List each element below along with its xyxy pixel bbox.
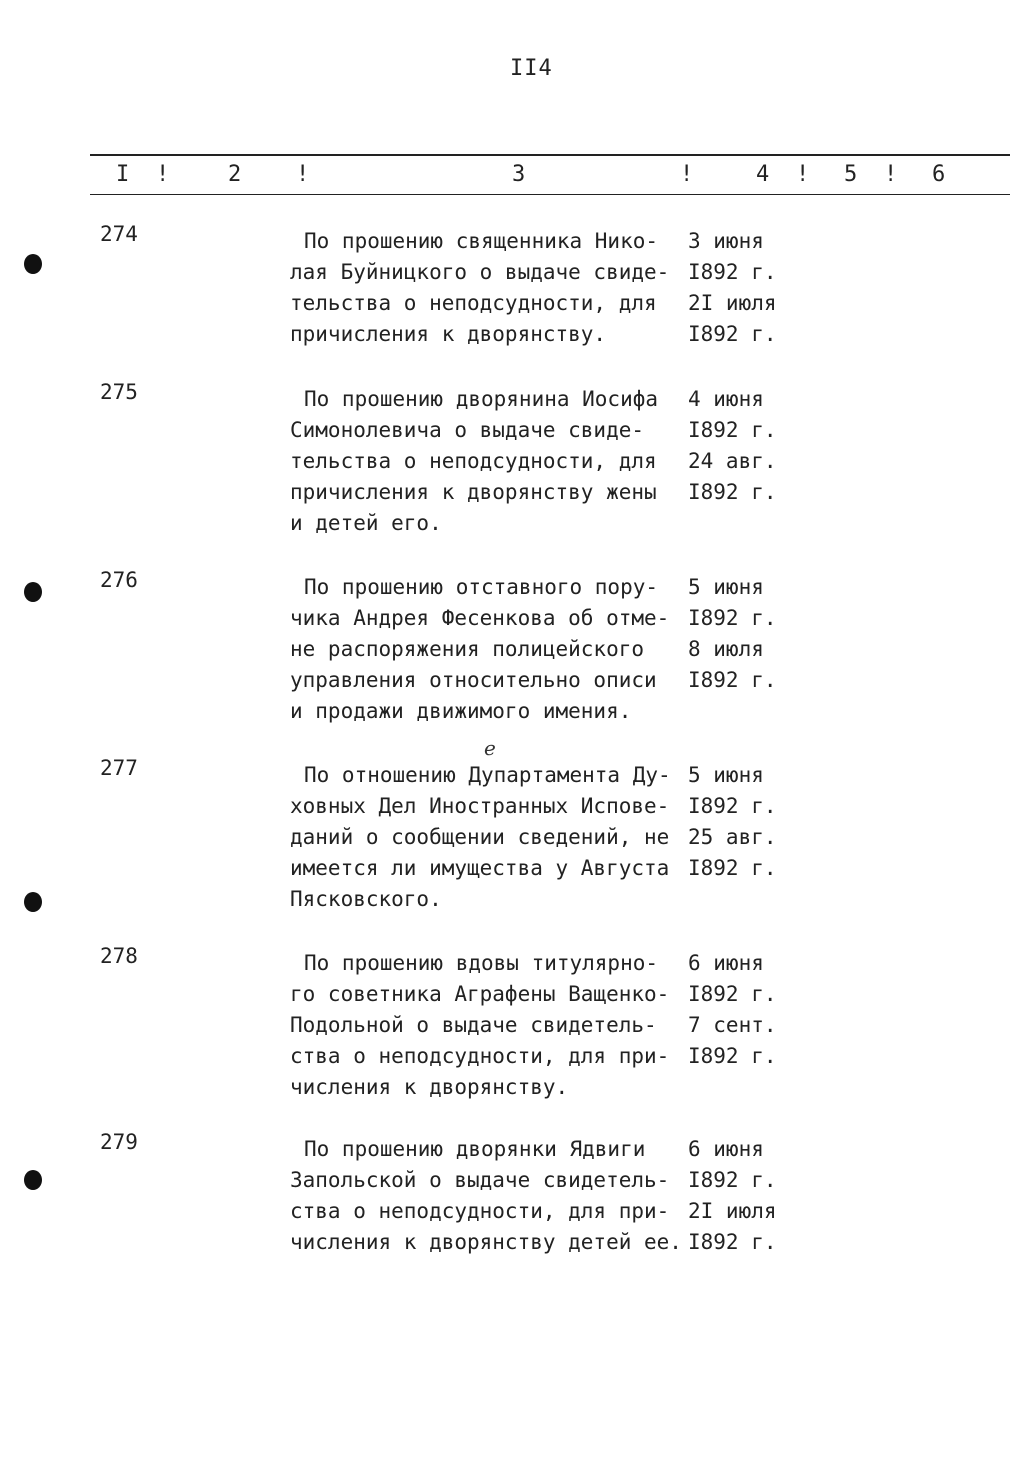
handwritten-correction: е xyxy=(484,736,496,760)
date-line: I892 г. xyxy=(688,418,777,442)
desc-line: и продажи движимого имения. xyxy=(290,699,632,723)
desc-line: го советника Аграфены Ващенко- xyxy=(290,982,670,1006)
entry-description xyxy=(290,760,671,915)
date-line: I892 г. xyxy=(688,1044,777,1068)
entry-number: 275 xyxy=(100,380,138,404)
desc-line: не распоряжения полицейского xyxy=(290,637,645,661)
desc-line: ховных Дел Иностранных Испове- xyxy=(290,794,670,818)
entry-dates xyxy=(688,226,777,350)
date-line: 2I июля xyxy=(688,1199,777,1223)
entry-description xyxy=(290,384,658,539)
header-col-2: 2 xyxy=(228,162,242,187)
entry-dates xyxy=(688,384,777,508)
desc-line: Пясковского. xyxy=(290,887,442,911)
entry-description xyxy=(290,572,669,727)
desc-line: числения к дворянству. xyxy=(290,1075,569,1099)
desc-line: По прошению дворянки Ядвиги xyxy=(304,1137,646,1161)
date-line: 7 сент. xyxy=(688,1013,777,1037)
date-line: I892 г. xyxy=(688,794,777,818)
header-sep: ! xyxy=(680,162,694,187)
header-rule-bottom xyxy=(90,194,1010,195)
entry-dates xyxy=(688,572,777,696)
desc-line: ства о неподсудности, для при- xyxy=(290,1044,670,1068)
date-line: I892 г. xyxy=(688,260,777,284)
desc-line: причисления к дворянству. xyxy=(290,322,607,346)
desc-line: имеется ли имущества у Августа xyxy=(290,856,670,880)
date-line: 3 июня xyxy=(688,229,764,253)
desc-line: По прошению отставного пору- xyxy=(304,575,659,599)
desc-line: числения к дворянству детей ее. xyxy=(290,1230,682,1254)
desc-line: даний о сообщении сведений, не xyxy=(290,825,670,849)
desc-line: По прошению священника Нико- xyxy=(304,229,659,253)
date-line: I892 г. xyxy=(688,606,777,630)
date-line: I892 г. xyxy=(688,1168,777,1192)
punch-hole xyxy=(24,1170,42,1190)
date-line: 6 июня xyxy=(688,951,764,975)
desc-line: тельства о неподсудности, для xyxy=(290,449,657,473)
desc-line: тельства о неподсудности, для xyxy=(290,291,657,315)
punch-hole xyxy=(24,254,42,274)
desc-line: и детей его. xyxy=(290,511,442,535)
desc-line: чика Андрея Фесенкова об отме- xyxy=(290,606,670,630)
desc-line: По прошению вдовы титулярно- xyxy=(304,951,659,975)
header-col-1: I xyxy=(116,162,130,187)
date-line: I892 г. xyxy=(688,856,777,880)
header-col-5: 5 xyxy=(844,162,858,187)
date-line: 24 авг. xyxy=(688,449,777,473)
header-col-6: 6 xyxy=(932,162,946,187)
header-sep: ! xyxy=(796,162,810,187)
header-col-4: 4 xyxy=(756,162,770,187)
entry-description xyxy=(290,948,669,1103)
desc-line: По прошению дворянина Иосифа xyxy=(304,387,659,411)
entry-number: 274 xyxy=(100,222,138,246)
desc-line: Подольной о выдаче свидетель- xyxy=(290,1013,657,1037)
date-line: 8 июля xyxy=(688,637,764,661)
entry-number: 278 xyxy=(100,944,138,968)
desc-line: лая Буйницкого о выдаче свиде- xyxy=(290,260,670,284)
punch-hole xyxy=(24,892,42,912)
punch-hole xyxy=(24,582,42,602)
entry-number: 276 xyxy=(100,568,138,592)
desc-line: ства о неподсудности, для при- xyxy=(290,1199,670,1223)
entry-description xyxy=(290,1134,682,1258)
date-line: 4 июня xyxy=(688,387,764,411)
entry-number: 279 xyxy=(100,1130,138,1154)
entry-dates xyxy=(688,760,777,884)
entry-dates xyxy=(688,948,777,1072)
entry-number: 277 xyxy=(100,756,138,780)
desc-line: По отношению Дупартамента Ду- xyxy=(304,763,671,787)
entry-description xyxy=(290,226,669,350)
desc-line: Симонолевича о выдаче свиде- xyxy=(290,418,645,442)
header-sep: ! xyxy=(156,162,170,187)
date-line: I892 г. xyxy=(688,668,777,692)
date-line: 5 июня xyxy=(688,763,764,787)
date-line: I892 г. xyxy=(688,322,777,346)
date-line: I892 г. xyxy=(688,480,777,504)
entry-dates xyxy=(688,1134,777,1258)
date-line: I892 г. xyxy=(688,1230,777,1254)
header-col-3: 3 xyxy=(512,162,526,187)
page-number: II4 xyxy=(510,56,553,81)
header-sep: ! xyxy=(296,162,310,187)
date-line: 5 июня xyxy=(688,575,764,599)
date-line: 25 авг. xyxy=(688,825,777,849)
date-line: 2I июля xyxy=(688,291,777,315)
date-line: I892 г. xyxy=(688,982,777,1006)
desc-line: управления относительно описи xyxy=(290,668,657,692)
desc-line: Запольской о выдаче свидетель- xyxy=(290,1168,670,1192)
date-line: 6 июня xyxy=(688,1137,764,1161)
desc-line: причисления к дворянству жены xyxy=(290,480,657,504)
header-rule-top xyxy=(90,154,1010,156)
header-sep: ! xyxy=(884,162,898,187)
